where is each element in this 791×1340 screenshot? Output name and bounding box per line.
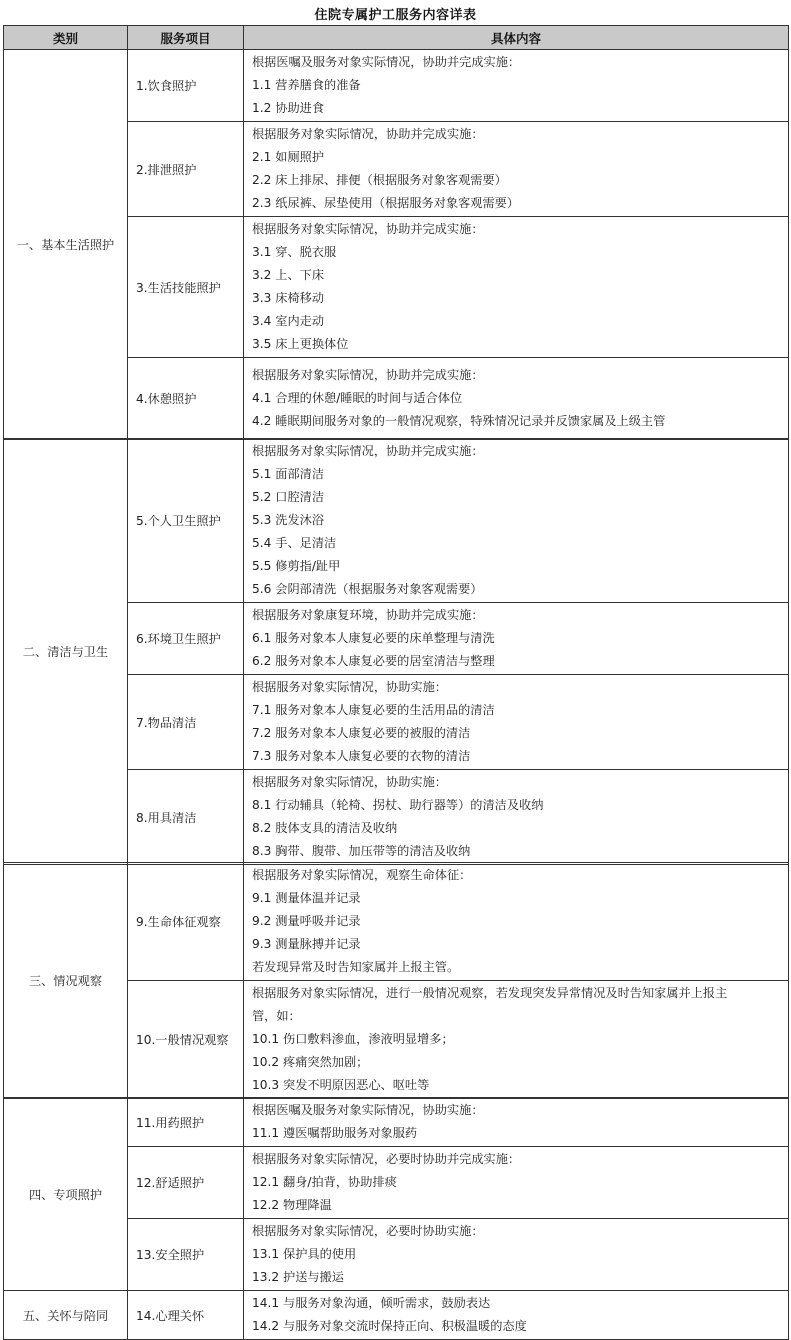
details-line: 根据服务对象实际情况，必要时协助并完成实施： — [252, 1152, 521, 1166]
table-row — [4, 1291, 789, 1340]
details-line: 3.2 上、下床 — [252, 268, 325, 282]
details-line: 9.3 测量脉搏并记录 — [252, 937, 361, 951]
details-line: 3.3 床椅移动 — [252, 291, 325, 305]
details-line: 10.1 伤口敷料渗血，渗液明显增多； — [252, 1032, 454, 1046]
category-cell: 一、基本生活照护 — [4, 50, 128, 440]
header-service-item: 服务项目 — [128, 26, 244, 50]
details-line: 5.5 修剪指/趾甲 — [252, 559, 341, 573]
service-item-cell: 11.用药照护 — [128, 1098, 244, 1147]
details-cell — [244, 603, 789, 675]
details-line: 12.2 物理降温 — [252, 1198, 332, 1212]
details-line: 14.1 与服务对象沟通，倾听需求，鼓励表达 — [252, 1296, 491, 1310]
table-row — [4, 439, 789, 603]
details-line: 10.2 疼痛突然加剧； — [252, 1055, 369, 1069]
header-category: 类别 — [4, 26, 128, 50]
document-title: 住院专属护工服务内容详表 — [314, 8, 477, 23]
details-cell — [244, 675, 789, 770]
details-line: 11.1 遵医嘱帮助服务对象服药 — [252, 1126, 418, 1140]
header-details: 具体内容 — [244, 26, 789, 50]
details-line: 若发现异常及时告知家属并上报主管。 — [252, 960, 460, 974]
details-line: 根据服务对象实际情况，协助并完成实施： — [252, 222, 484, 236]
category-cell: 二、清洁与卫生 — [4, 439, 128, 865]
details-line: 根据服务对象实际情况，观察生命体征： — [252, 868, 472, 882]
table-row — [4, 1098, 789, 1147]
details-line: 根据服务对象实际情况，协助实施： — [252, 775, 447, 789]
service-item-cell: 9.生命体征观察 — [128, 863, 244, 981]
service-item-cell: 5.个人卫生照护 — [128, 439, 244, 603]
details-line: 2.1 如厕照护 — [252, 150, 325, 164]
service-item-cell: 7.物品清洁 — [128, 675, 244, 770]
details-line: 根据服务对象实际情况，协助实施： — [252, 680, 447, 694]
details-line: 1.1 营养膳食的准备 — [252, 78, 361, 92]
service-item-cell: 14.心理关怀 — [128, 1291, 244, 1340]
service-item-cell: 13.安全照护 — [128, 1219, 244, 1291]
details-line: 14.2 与服务对象交流时保持正向、积极温暖的态度 — [252, 1319, 527, 1333]
details-line: 5.4 手、足清洁 — [252, 536, 337, 550]
details-line: 6.2 服务对象本人康复必要的居室清洁与整理 — [252, 654, 495, 668]
details-line: 根据服务对象实际情况，协助并完成实施： — [252, 444, 484, 458]
details-line: 9.1 测量体温并记录 — [252, 891, 361, 905]
details-cell — [244, 358, 789, 440]
table-header-row — [4, 26, 789, 50]
details-cell — [244, 863, 789, 981]
details-line: 5.3 洗发沐浴 — [252, 513, 325, 527]
details-line: 7.2 服务对象本人康复必要的被服的清洁 — [252, 726, 471, 740]
details-line: 4.2 睡眠期间服务对象的一般情况观察，特殊情况记录并反馈家属及上级主管 — [252, 414, 666, 428]
service-table-section-2 — [3, 438, 789, 865]
details-line: 管，如： — [252, 1009, 301, 1023]
category-cell: 五、关怀与陪同 — [4, 1291, 128, 1340]
details-line: 9.2 测量呼吸并记录 — [252, 914, 361, 928]
details-cell — [244, 1098, 789, 1147]
details-line: 根据服务对象实际情况，协助并完成实施： — [252, 368, 484, 382]
details-line: 13.2 护送与搬运 — [252, 1270, 344, 1284]
details-cell — [244, 217, 789, 358]
details-cell — [244, 1147, 789, 1219]
details-line: 8.3 胸带、腹带、加压带等的清洁及收纳 — [252, 844, 471, 858]
details-line: 8.1 行动辅具（轮椅、拐杖、助行器等）的清洁及收纳 — [252, 798, 544, 812]
service-item-cell: 12.舒适照护 — [128, 1147, 244, 1219]
details-cell — [244, 770, 789, 865]
service-item-cell: 10.一般情况观察 — [128, 981, 244, 1099]
details-line: 5.6 会阴部清洗（根据服务对象客观需要） — [252, 582, 483, 596]
details-line: 根据医嘱及服务对象实际情况，协助实施： — [252, 1103, 484, 1117]
details-line: 1.2 协助进食 — [252, 101, 325, 115]
details-cell — [244, 1219, 789, 1291]
details-line: 2.3 纸尿裤、尿垫使用（根据服务对象客观需要） — [252, 196, 520, 210]
details-line: 6.1 服务对象本人康复必要的床单整理与清洗 — [252, 631, 495, 645]
service-item-cell: 8.用具清洁 — [128, 770, 244, 865]
details-line: 5.1 面部清洁 — [252, 467, 325, 481]
details-line: 根据服务对象实际情况，协助并完成实施： — [252, 127, 484, 141]
details-line: 12.1 翻身/拍背，协助排痰 — [252, 1175, 397, 1189]
details-cell — [244, 439, 789, 603]
details-line: 7.3 服务对象本人康复必要的衣物的清洁 — [252, 749, 471, 763]
details-line: 3.4 室内走动 — [252, 314, 325, 328]
details-cell — [244, 122, 789, 217]
details-line: 2.2 床上排尿、排便（根据服务对象客观需要） — [252, 173, 507, 187]
service-table-section-4 — [3, 1097, 789, 1340]
details-line: 根据医嘱及服务对象实际情况，协助并完成实施： — [252, 55, 521, 69]
details-line: 3.5 床上更换体位 — [252, 337, 349, 351]
details-line: 3.1 穿、脱衣服 — [252, 245, 337, 259]
category-cell: 四、专项照护 — [4, 1098, 128, 1291]
service-item-cell: 3.生活技能照护 — [128, 217, 244, 358]
service-item-cell: 1.饮食照护 — [128, 50, 244, 122]
details-line: 10.3 突发不明原因恶心、呕吐等 — [252, 1078, 430, 1092]
table-row — [4, 863, 789, 981]
details-line: 13.1 保护具的使用 — [252, 1247, 357, 1261]
details-line: 根据服务对象实际情况，必要时协助实施： — [252, 1224, 484, 1238]
details-cell — [244, 1291, 789, 1340]
details-line: 8.2 肢体支具的清洁及收纳 — [252, 821, 398, 835]
service-item-cell: 6.环境卫生照护 — [128, 603, 244, 675]
service-table-section-3 — [3, 862, 789, 1099]
service-item-cell: 4.休憩照护 — [128, 358, 244, 440]
details-cell — [244, 50, 789, 122]
details-line: 根据服务对象康复环境，协助并完成实施： — [252, 608, 484, 622]
details-line: 4.1 合理的休憩/睡眠的时间与适合体位 — [252, 391, 463, 405]
details-cell — [244, 981, 789, 1099]
service-item-cell: 2.排泄照护 — [128, 122, 244, 217]
details-line: 5.2 口腔清洁 — [252, 490, 325, 504]
service-table-section-1 — [3, 25, 789, 440]
table-row — [4, 50, 789, 122]
category-cell: 三、情况观察 — [4, 863, 128, 1099]
details-line: 7.1 服务对象本人康复必要的生活用品的清洁 — [252, 703, 495, 717]
details-line: 根据服务对象实际情况，进行一般情况观察，若发现突发异常情况及时告知家属并上报主 — [252, 986, 728, 1000]
